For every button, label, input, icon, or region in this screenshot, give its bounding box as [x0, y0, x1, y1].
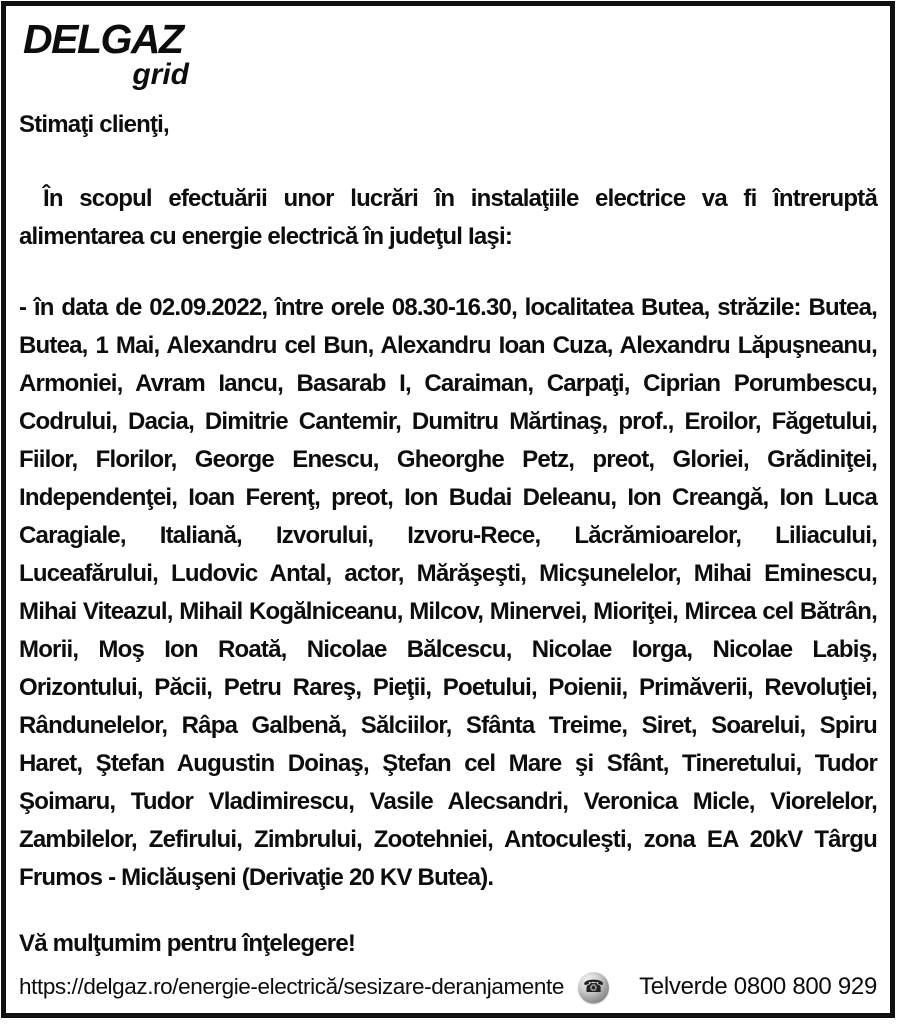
footer-bar: [19, 969, 877, 1005]
delgaz-grid-logo: [23, 18, 195, 90]
notice-content: [6, 6, 890, 1013]
footer-phone-group: [578, 972, 877, 1003]
footer-url-link[interactable]: https://delgaz.ro/energie-electrică/sesizare-deranjamente: [19, 974, 564, 999]
outage-details-paragraph: - în data de 02.09.2022, între orele 08.30-16.30, localitatea Butea, străzile: Butea, Butea, 1 Mai, Alexandru cel Bun, Alexandru Ioan Cuza, Alexandru Lăpuşneanu, Armoniei, Avram Iancu, Basarab I, Caraiman, Carpaţi, Ciprian Porumbescu, Codrului, Dacia, Dimitrie Cantemir, Dumitru Mărtinaş, prof., Eroilor, Făgetului, Fiilor, Florilor, George Enescu, Gheorghe Petz, preot, Gloriei, Grădiniţei, Independenţei, Ioan Ferenţ, preot, Ion Budai Deleanu, Ion Creangă, Ion Luca Caragiale, Italiană, Izvorului, Izvoru-Rece, Lăcrămioarelor, Liliacului, Luceafărului, Ludovic Antal, actor, Mărăşeşti, Micşunelelor, Mihai Eminescu, Mihai Viteazul, Mihail Kogălniceanu, Milcov, Minervei, Mioriţei, Mircea cel Bătrân, Morii, Moş Ion Roată, Nicolae Bălcescu, Nicolae Iorga, Nicolae Labiş, Orizontului, Păcii, Petru Rareş, Pieţii, Poetului, Poienii, Primăverii, Revoluţiei, Rândunelelor, Râpa Galbenă, Sălciilor, Sfânta Treime, Siret, Soarelui, Spiru Haret, Ştefan Augustin Doinaş, Ştefan cel Mare şi Sfânt, Tineretului, Tudor Şoimaru, Tudor Vladimirescu, Vasile Alecsandri, Veronica Micle, Viorelelor, Zambilelor, Zefirului, Zimbrului, Zootehniei, Antoculeşti, zona EA 20kV Târgu Frumos - Miclăuşeni (Derivaţie 20 KV Butea).: [19, 294, 877, 891]
intro-paragraph: În scopul efectuării unor lucrări în instalaţiile electrice va fi întreruptă alimentarea cu energie electrică în judeţul Iaşi:: [19, 185, 877, 250]
logo-brand-text: DELGAZ: [23, 16, 183, 62]
logo-sub-text: grid: [132, 58, 189, 91]
phone-icon: [578, 972, 609, 1003]
phone-glyph: ☎: [583, 976, 605, 996]
thanks-text: Vă mulţumim pentru înţelegere!: [19, 930, 356, 957]
greeting-text: Stimaţi clienţi,: [19, 111, 169, 138]
telverde-label: Telverde 0800 800 929: [639, 973, 877, 1000]
notice-border-frame: [1, 1, 895, 1018]
